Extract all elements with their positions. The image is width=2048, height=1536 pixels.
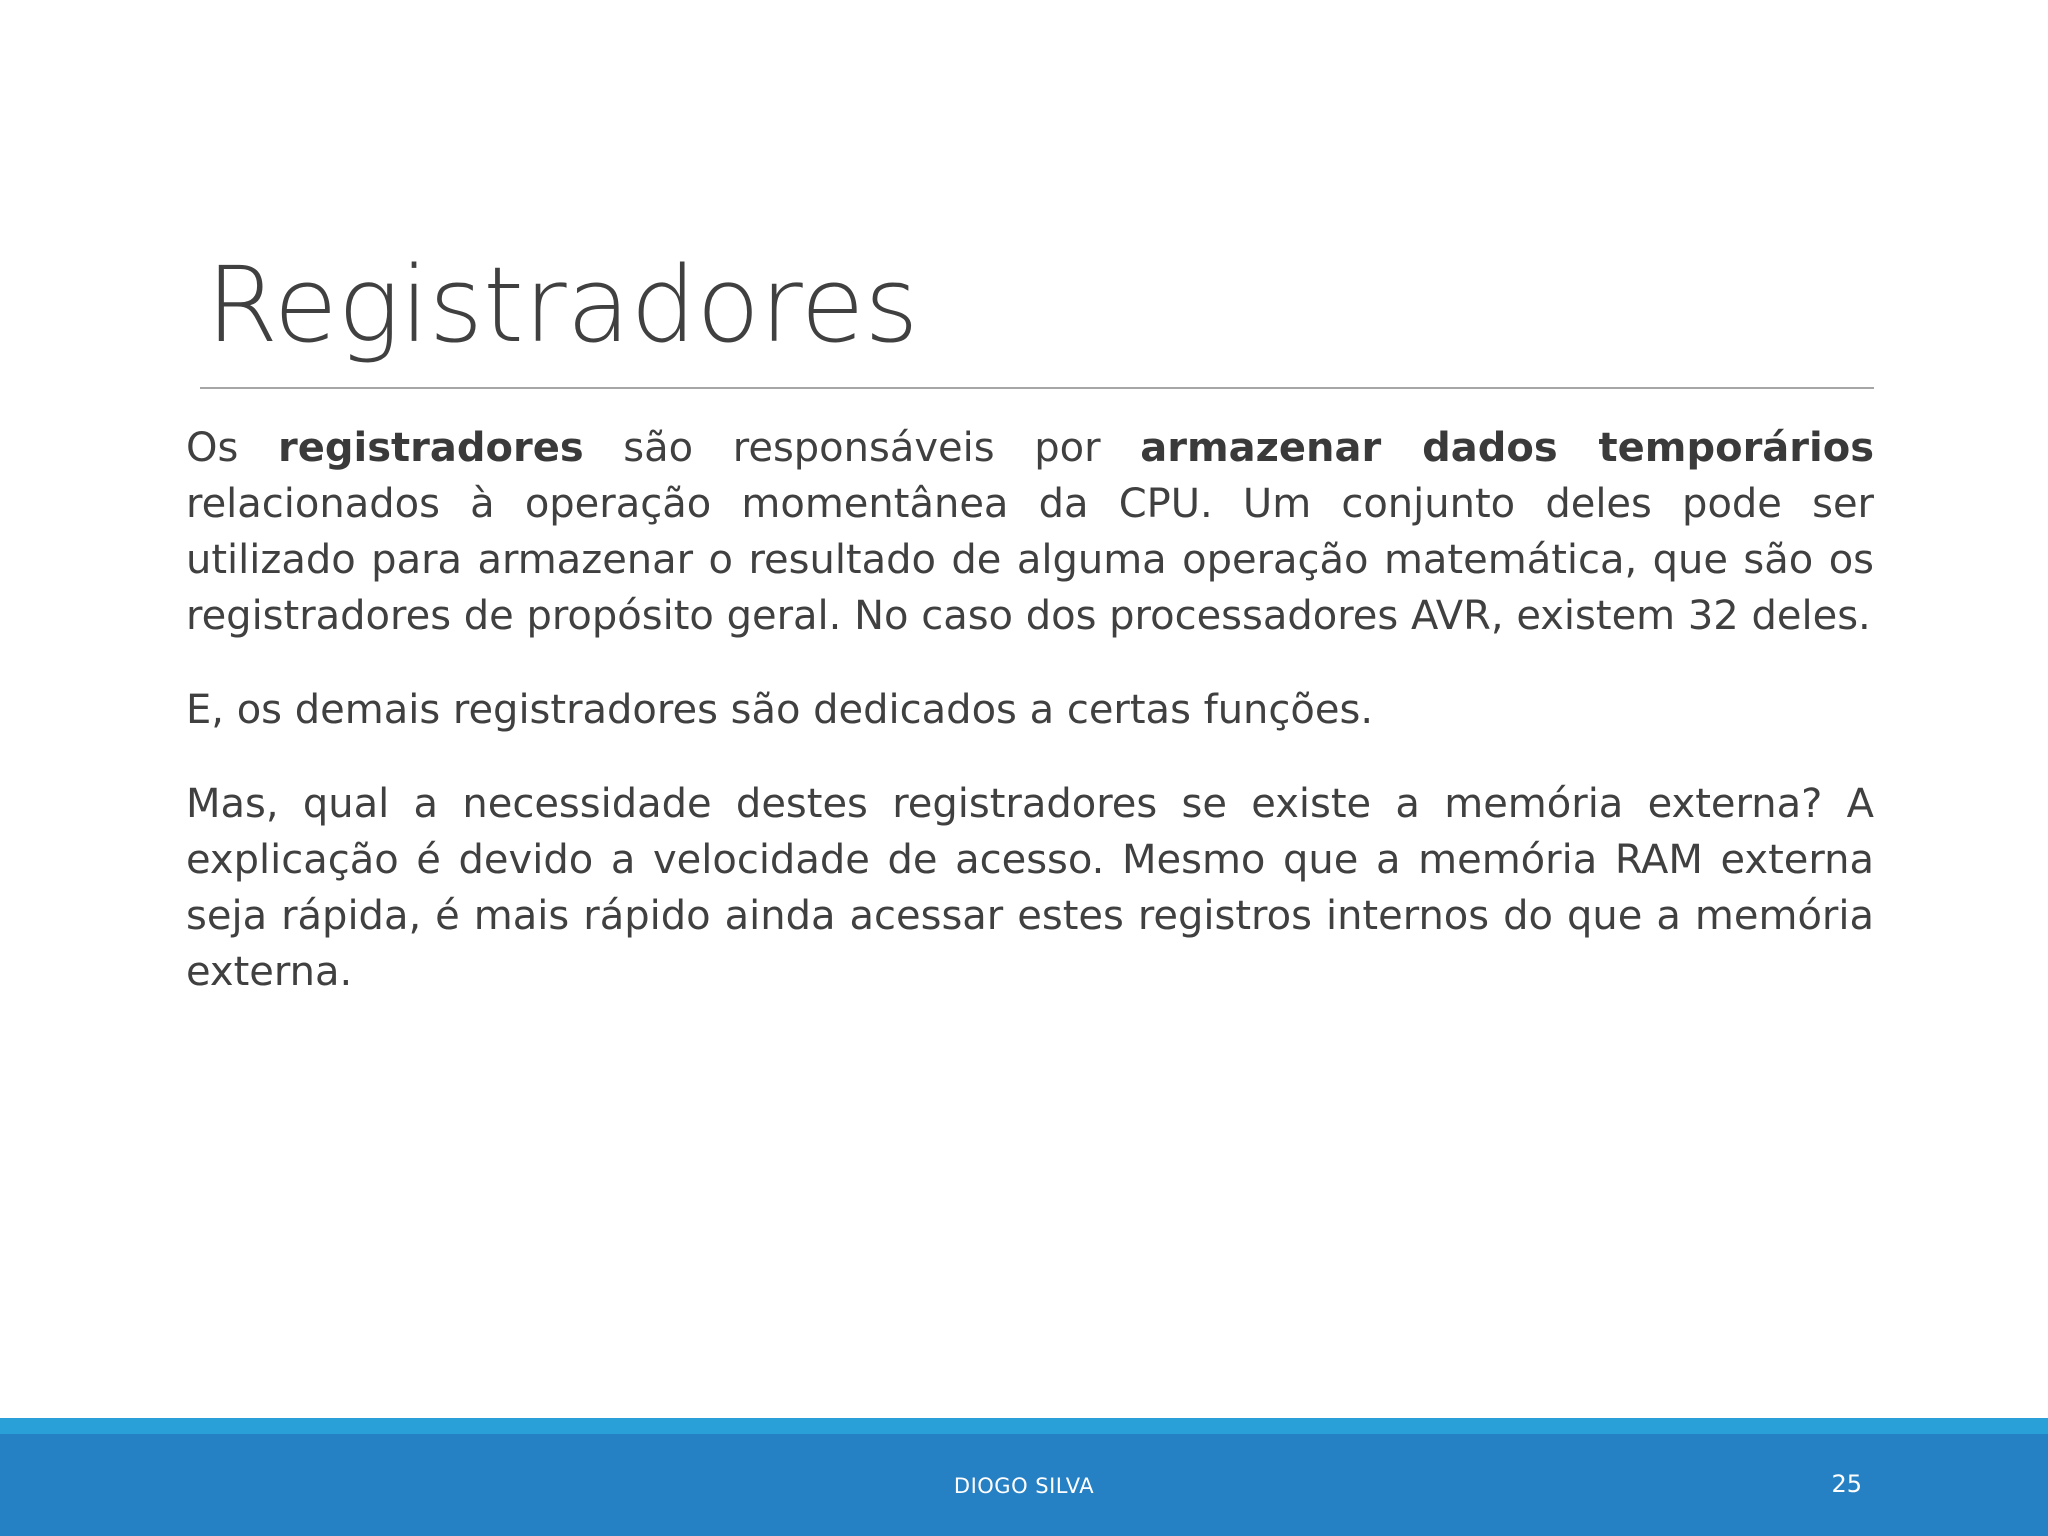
paragraph-1-text: relacionados à operação momentânea da CPU. Um conjunto deles pode ser utilizado para armazenar o resultado de alguma operação matemática, que são os registradores de propósito geral. No caso dos processadores AVR, existem 32 deles.: [186, 481, 1874, 639]
paragraph-1-bold-phrase: armazenar dados temporários: [1140, 425, 1875, 471]
title-divider: [200, 387, 1874, 389]
footer-bar: [0, 1434, 2048, 1536]
paragraph-1: [186, 420, 1874, 644]
footer-author: DIOGO SILVA: [953, 1474, 1095, 1498]
paragraph-1-text: Os: [186, 425, 278, 471]
paragraph-1-bold-term: registradores: [278, 425, 584, 471]
paragraph-3: Mas, qual a necessidade destes registradores se existe a memória externa? A explicação é devido a velocidade de acesso. Mesmo que a memória RAM externa seja rápida, é mais rápido ainda acessar estes registros internos do que a memória externa.: [186, 781, 1874, 995]
paragraph-1-text: são responsáveis por: [583, 425, 1141, 471]
page-number: 25: [1831, 1470, 1862, 1498]
slide-title: Registradores: [206, 244, 919, 366]
slide-body: [186, 420, 1874, 1038]
footer-accent-stripe: [0, 1418, 2048, 1434]
paragraph-2: E, os demais registradores são dedicados a certas funções.: [186, 687, 1374, 733]
